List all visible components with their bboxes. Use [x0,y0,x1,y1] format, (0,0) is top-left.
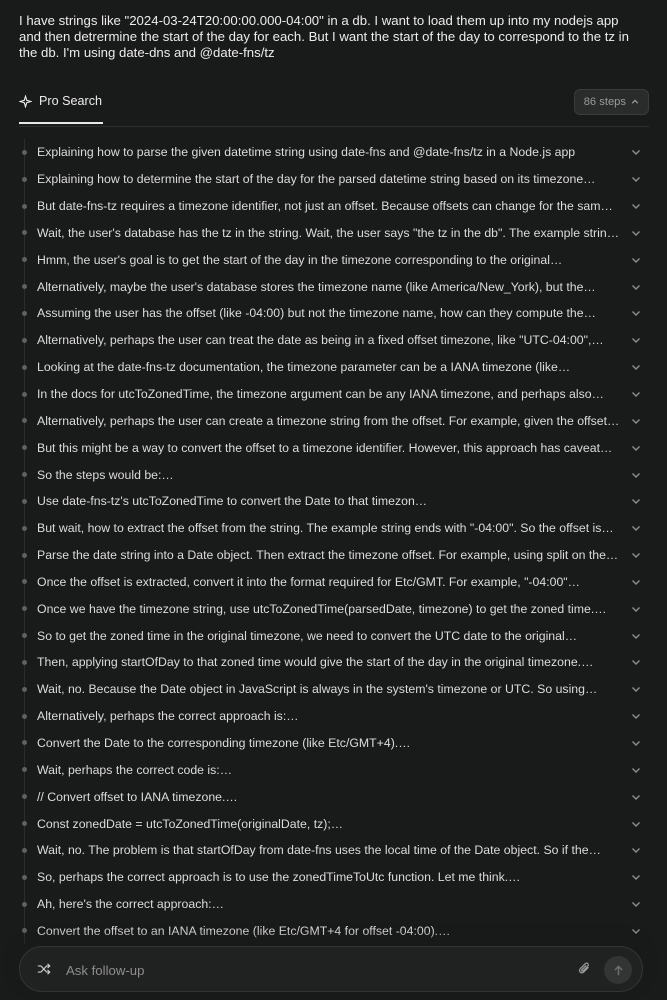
step-dot-icon [22,687,27,692]
chevron-down-icon[interactable] [631,147,641,157]
chevron-down-icon[interactable] [631,362,641,372]
step-item[interactable] [19,649,649,676]
step-text: // Convert offset to IANA timezone.… [37,789,238,804]
chevron-down-icon[interactable] [631,523,641,533]
send-button[interactable] [604,956,632,984]
arrow-up-icon [613,965,624,976]
step-dot-icon [22,526,27,531]
followup-input[interactable] [64,957,548,983]
chevron-down-icon[interactable] [631,765,641,775]
step-dot-icon [22,606,27,611]
chevron-down-icon[interactable] [631,577,641,587]
step-item[interactable] [19,166,649,193]
step-dot-icon [22,633,27,638]
step-item[interactable] [19,139,649,166]
step-dot-icon [22,257,27,262]
step-item[interactable] [19,810,649,837]
tab-label: Pro Search [39,94,102,108]
step-item[interactable] [19,730,649,757]
chevron-down-icon[interactable] [631,228,641,238]
step-dot-icon [22,365,27,370]
step-text: Wait, the user's database has the tz in the string. Wait, the user says "the tz in the db". The example strin… [37,225,619,240]
step-dot-icon [22,418,27,423]
chevron-down-icon[interactable] [631,899,641,909]
step-dot-icon [22,740,27,745]
step-dot-icon [22,902,27,907]
chevron-down-icon[interactable] [631,819,641,829]
step-text: In the docs for utcToZonedTime, the timezone argument can be any IANA timezone, and perhaps also… [37,387,604,402]
chevron-down-icon[interactable] [631,792,641,802]
step-dot-icon [22,875,27,880]
step-text: Wait, perhaps the correct code is:… [37,762,233,777]
step-text: Explaining how to parse the given datetime string using date-fns and @date-fns/tz in a Node.js app [37,145,576,160]
step-dot-icon [22,338,27,343]
step-text: Alternatively, perhaps the user can treat the date as being in a fixed offset timezone, like "UTC-04:00",… [37,333,604,348]
step-text: But date-fns-tz requires a timezone identifier, not just an offset. Because offsets can change for the sam… [37,199,613,214]
step-item[interactable] [19,622,649,649]
step-text: So, perhaps the correct approach is to use the zonedTimeToUtc function. Let me think.… [37,870,521,885]
step-item[interactable] [19,864,649,891]
step-item[interactable] [19,461,649,488]
chevron-down-icon[interactable] [631,308,641,318]
step-dot-icon [22,472,27,477]
paperclip-icon[interactable] [578,962,592,976]
chevron-down-icon[interactable] [631,282,641,292]
step-text: Once we have the timezone string, use utcToZonedTime(parsedDate, timezone) to get the zoned time.… [37,601,607,616]
step-item[interactable] [19,595,649,622]
step-item[interactable] [19,220,649,247]
step-text: Parse the date string into a Date object. Then extract the timezone offset. For example, using split on the… [37,548,619,563]
step-item[interactable] [19,837,649,864]
steps-count-label: 86 steps [583,96,626,108]
step-item[interactable] [19,676,649,703]
step-item[interactable] [19,891,649,918]
step-dot-icon [22,848,27,853]
followup-bar [19,946,643,992]
chevron-up-icon [631,98,639,106]
chevron-down-icon[interactable] [631,604,641,614]
question-text: I have strings like "2024-03-24T20:00:00.000-04:00" in a db. I want to load them up into my nodejs app and then detrermine the start of the day for each. But I want the start of the day to correspond to the tz in the db. I'm using date-dns and @date-fns/tz [19,13,629,60]
step-text: Alternatively, perhaps the user can create a timezone string from the offset. For example, given the offset… [37,413,619,428]
step-text: Once the offset is extracted, convert it into the format required for Etc/GMT. For example, "-04:00"… [37,574,580,589]
chevron-down-icon[interactable] [631,631,641,641]
step-dot-icon [22,177,27,182]
step-item[interactable] [19,783,649,810]
chevron-down-icon[interactable] [631,416,641,426]
step-item[interactable] [19,703,649,730]
step-text: But this might be a way to convert the offset to a timezone identifier. However, this approach has caveat… [37,440,613,455]
step-dot-icon [22,311,27,316]
chevron-down-icon[interactable] [631,711,641,721]
chevron-down-icon[interactable] [631,496,641,506]
step-item[interactable] [19,569,649,596]
step-text: Then, applying startOfDay to that zoned time would give the start of the day in the original timezone.… [37,655,594,670]
chevron-down-icon[interactable] [631,926,641,936]
step-dot-icon [22,499,27,504]
step-item[interactable] [19,407,649,434]
step-item[interactable] [19,300,649,327]
chevron-down-icon[interactable] [631,174,641,184]
step-text: Hmm, the user's goal is to get the start of the day in the timezone corresponding to the original… [37,252,563,267]
chevron-down-icon[interactable] [631,335,641,345]
step-text: Convert the Date to the corresponding timezone (like Etc/GMT+4).… [37,735,411,750]
step-dot-icon [22,928,27,933]
chevron-down-icon[interactable] [631,255,641,265]
step-dot-icon [22,392,27,397]
chevron-down-icon[interactable] [631,872,641,882]
step-dot-icon [22,660,27,665]
step-item[interactable] [19,488,649,515]
step-text: Looking at the date-fns-tz documentation, the timezone parameter can be a IANA timezone (like… [37,360,571,375]
chevron-down-icon[interactable] [631,470,641,480]
step-item[interactable] [19,327,649,354]
step-text: Ah, here's the correct approach:… [37,897,224,912]
chevron-down-icon[interactable] [631,845,641,855]
tab-pro-search[interactable] [19,88,103,124]
step-text: Alternatively, maybe the user's database stores the timezone name (like America/New_York), but the… [37,279,596,294]
step-item[interactable] [19,381,649,408]
step-text: Assuming the user has the offset (like -04:00) but not the timezone name, how can they compute the… [37,306,596,321]
step-text: Use date-fns-tz's utcToZonedTime to convert the Date to that timezon… [37,494,428,509]
step-text: So to get the zoned time in the original timezone, we need to convert the UTC date to the original… [37,628,578,643]
step-dot-icon [22,150,27,155]
step-item[interactable] [19,273,649,300]
step-dot-icon [22,579,27,584]
chevron-down-icon[interactable] [631,657,641,667]
step-item[interactable] [19,193,649,220]
step-dot-icon [22,553,27,558]
step-text: Alternatively, perhaps the correct approach is:… [37,709,299,724]
step-dot-icon [22,230,27,235]
chevron-down-icon[interactable] [631,443,641,453]
step-item[interactable] [19,515,649,542]
chevron-down-icon[interactable] [631,389,641,399]
steps-list [19,139,649,944]
step-text: Wait, no. Because the Date object in JavaScript is always in the system's timezone or UTC. So using… [37,682,598,697]
step-item[interactable] [19,354,649,381]
step-item[interactable] [19,542,649,569]
chevron-down-icon[interactable] [631,201,641,211]
step-dot-icon [22,794,27,799]
chevron-down-icon[interactable] [631,684,641,694]
step-text: Convert the offset to an IANA timezone (like Etc/GMT+4 for offset -04:00).… [37,923,451,938]
step-dot-icon [22,821,27,826]
step-item[interactable] [19,246,649,273]
step-dot-icon [22,767,27,772]
step-dot-icon [22,445,27,450]
chevron-down-icon[interactable] [631,738,641,748]
chevron-down-icon[interactable] [631,550,641,560]
tab-bar [19,88,649,127]
step-dot-icon [22,284,27,289]
step-text: So the steps would be:… [37,467,174,482]
step-text: Const zonedDate = utcToZonedTime(originalDate, tz);… [37,816,344,831]
step-item[interactable] [19,917,649,944]
step-text: Wait, no. The problem is that startOfDay from date-fns uses the local time of the Date object. So if the… [37,843,601,858]
step-dot-icon [22,204,27,209]
step-text: But wait, how to extract the offset from the string. The example string ends with "-04:00". So the offset is… [37,521,614,536]
step-item[interactable] [19,756,649,783]
step-item[interactable] [19,434,649,461]
step-dot-icon [22,714,27,719]
steps-count-button[interactable] [574,89,649,115]
pro-search-icon [19,95,32,108]
shuffle-icon[interactable] [37,962,51,976]
step-text: Explaining how to determine the start of the day for the parsed datetime string based on its timezone… [37,172,596,187]
